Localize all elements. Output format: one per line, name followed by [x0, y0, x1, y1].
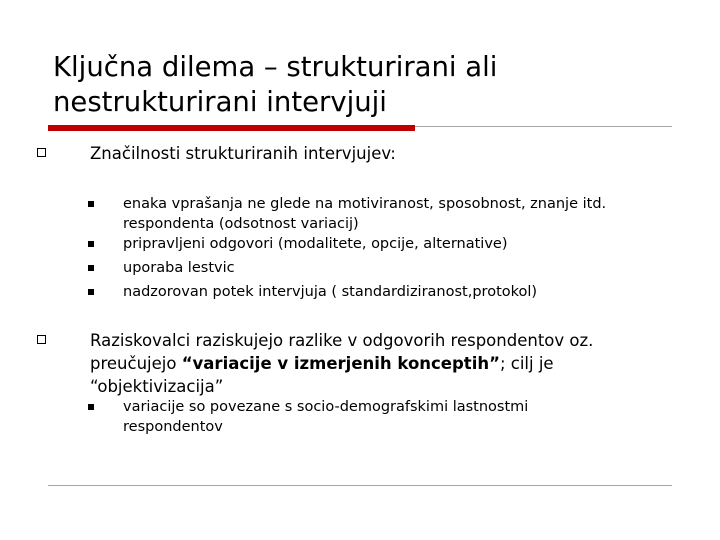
filled-square-bullet-icon: [88, 201, 94, 207]
title-accent-bar: [48, 125, 415, 131]
hollow-square-bullet-icon: [37, 335, 46, 344]
bullet-point-2-text-bold: “variacije v izmerjenih konceptih”: [181, 354, 500, 373]
sub-bullet-1-2: [123, 234, 683, 254]
filled-square-bullet-icon: [88, 289, 94, 295]
sub-bullet-2-1-text: variacije so povezane s socio-demografskimi lastnostmi respondentov: [123, 399, 529, 435]
sub-bullet-1-4-text: nadzorovan potek intervjuja ( standardiziranost,protokol): [123, 284, 538, 300]
sub-bullet-1-3-text: uporaba lestvic: [123, 260, 235, 276]
sub-bullet-2-1: [123, 397, 623, 437]
filled-square-bullet-icon: [88, 241, 94, 247]
filled-square-bullet-icon: [88, 404, 94, 410]
filled-square-bullet-icon: [88, 265, 94, 271]
bullet-point-2-text-after: ; cilj je “objektivizacija”: [90, 354, 554, 396]
sub-bullet-1-1-text: enaka vprašanja ne glede na motiviranost, sposobnost, znanje itd. respondenta (odsotnost variacij): [123, 196, 607, 232]
hollow-square-bullet-icon: [37, 148, 46, 157]
bullet-point-1-text: Značilnosti strukturiranih intervjujev:: [90, 144, 396, 163]
sub-bullet-1-2-text: pripravljeni odgovori (modalitete, opcije, alternative): [123, 236, 508, 252]
bullet-point-1: [90, 142, 690, 165]
slide-title: Ključna dilema – strukturirani ali nestrukturirani intervjuji: [53, 51, 498, 118]
sub-bullet-1-1: [123, 194, 683, 234]
sub-bullet-1-3: [123, 258, 683, 278]
bullet-point-2: [90, 329, 670, 398]
bottom-divider: [48, 485, 672, 486]
sub-bullet-1-4: [123, 282, 683, 302]
bullet-point-2-text-before: Raziskovalci raziskujejo razlike v odgovorih respondentov oz. preučujejo: [90, 331, 594, 373]
